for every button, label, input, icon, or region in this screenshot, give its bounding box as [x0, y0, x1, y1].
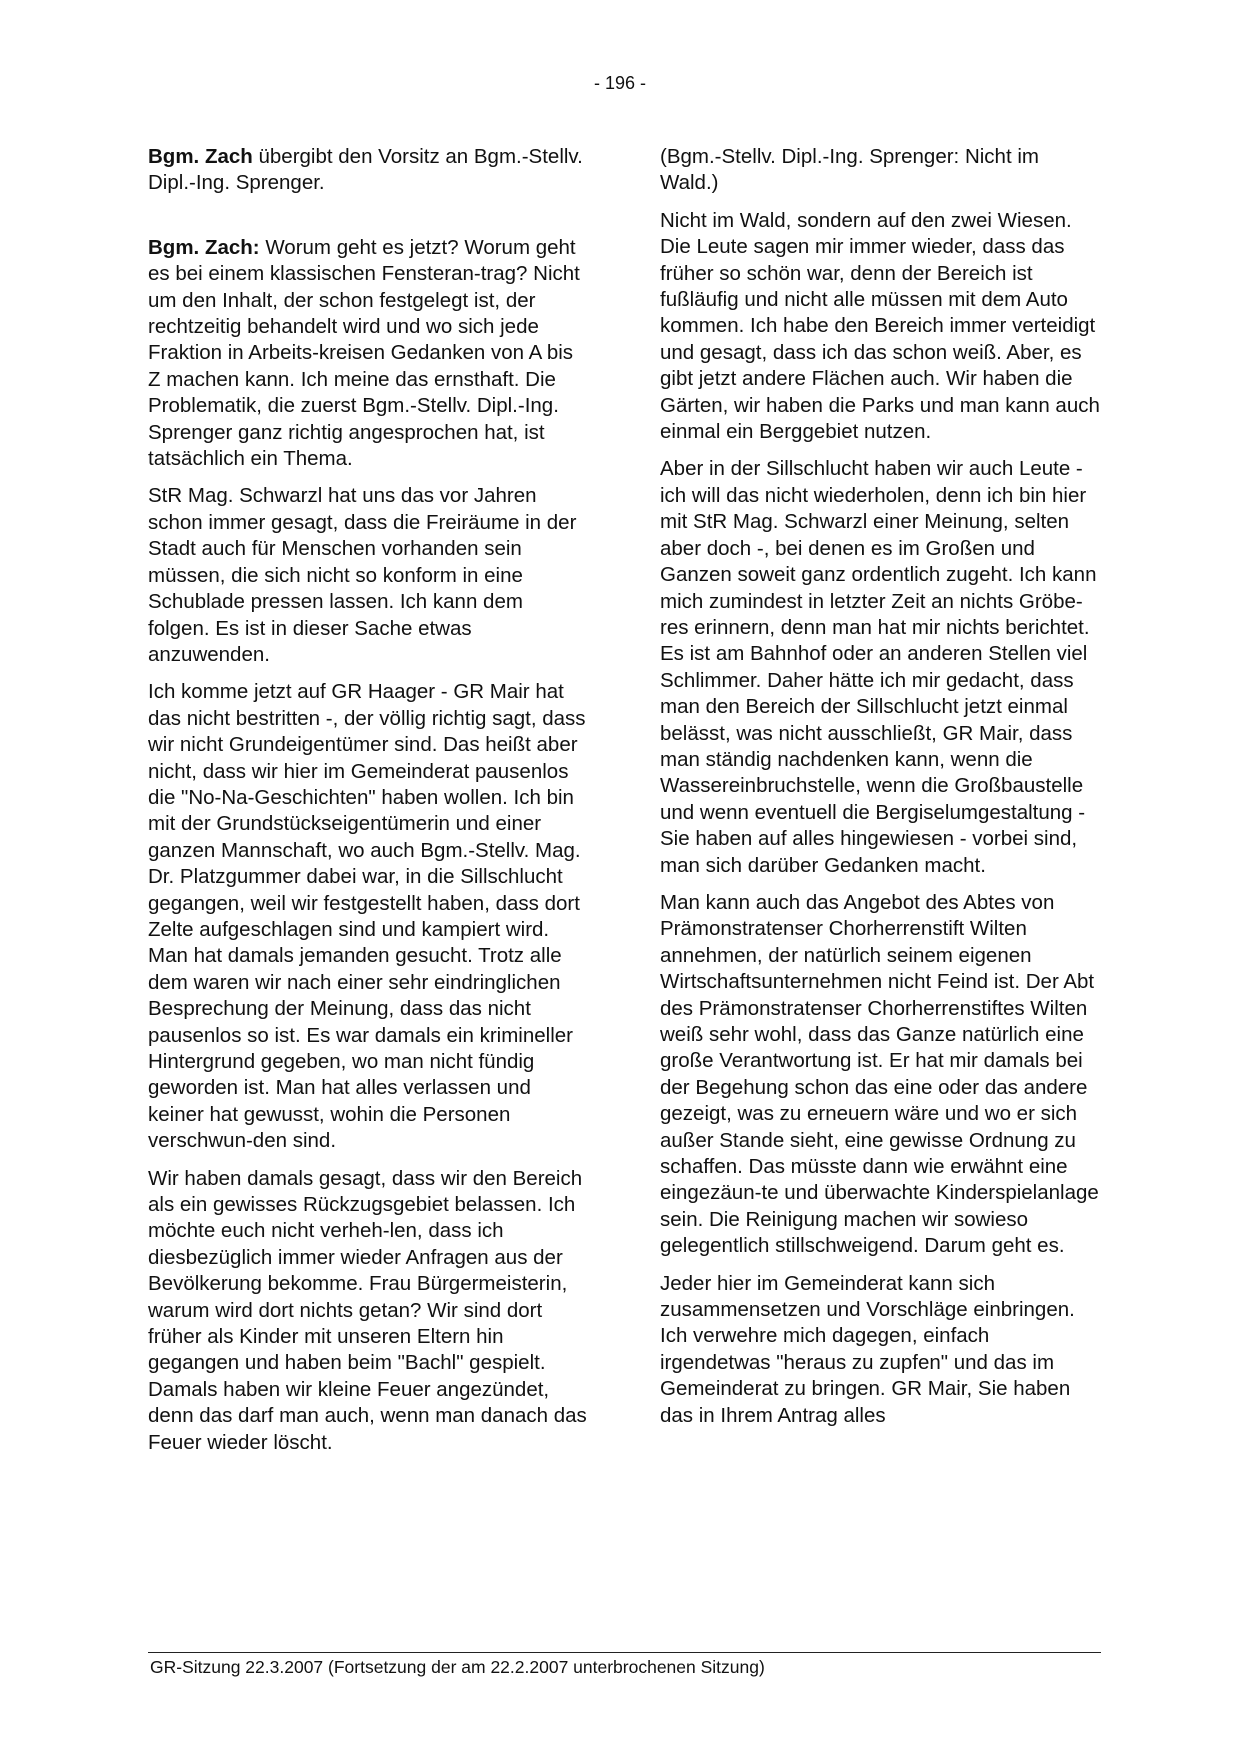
paragraph: Wir haben damals gesagt, dass wir den Bereich als ein gewisses Rückzugsgebiet belassen. Ich möchte euch nicht verheh-len, dass ich diesbezüglich immer wieder Anfragen aus der Bevölkerung bekomme. Frau Bürgermeisterin, warum wird dort nichts getan? Wir sind dort früher als Kinder mit unseren Eltern hin gegangen und haben beim "Bachl" gespielt. Damals haben wir kleine Feuer angezündet, denn das darf man auch, wenn man danach das Feuer wieder löscht.: [148, 1166, 587, 1454]
paragraph-text: Worum geht es jetzt? Worum geht es bei einem klassischen Fensteran-trag? Nicht um den Inhalt, der schon festgelegt ist, der rechtzeitig behandelt wird und wo sich jede Fraktion in Arbeits-kreisen Gedanken von A bis Z machen kann. Ich meine das ernsthaft. Die Problematik, die zuerst Bgm.-Stellv. Dipl.-Ing. Sprenger ganz richtig angesprochen hat, ist tatsächlich ein Thema.: [148, 235, 580, 471]
paragraph: [148, 235, 588, 473]
interjection: (Bgm.-Stellv. Dipl.-Ing. Sprenger: Nicht im Wald.): [660, 145, 1039, 195]
speaker-name: Bgm. Zach: [148, 145, 253, 168]
paragraph: Jeder hier im Gemeinderat kann sich zusammensetzen und Vorschläge einbringen. Ich verwehre mich dagegen, einfach irgendetwas "heraus zu zupfen" und das im Gemeinderat zu bringen. GR Mair, Sie haben das in Ihrem Antrag alles: [660, 1271, 1075, 1427]
left-column: [148, 144, 588, 1467]
paragraph: [148, 144, 588, 197]
speaker-name: Bgm. Zach:: [148, 235, 260, 259]
footer-divider: [148, 1652, 1101, 1653]
paragraph: Ich komme jetzt auf GR Haager - GR Mair hat das nicht bestritten -, der völlig richtig sagt, dass wir nicht Grundeigentümer sind. Das heißt aber nicht, dass wir hier im Gemeinderat pausenlos die "No-Na-Geschichten" haben wollen. Ich bin mit der Grundstückseigentümerin und einer ganzen Mannschaft, wo auch Bgm.-Stellv. Mag. Dr. Platzgummer dabei war, in die Sillschlucht gegangen, weil wir festgestellt haben, dass dort Zelte aufgeschlagen sind und kampiert wird. Man hat damals jemanden gesucht. Trotz alle dem waren wir nach einer sehr eindringlichen Besprechung der Meinung, dass das nicht pausenlos so ist. Es war damals ein krimineller Hintergrund gegeben, wo man nicht fündig geworden ist. Man hat alles verlassen und keiner hat gewusst, wohin die Personen verschwun-den sind.: [148, 680, 586, 1153]
paragraph: Nicht im Wald, sondern auf den zwei Wiesen. Die Leute sagen mir immer wieder, dass das früher so schön war, denn der Bereich ist fußläufig und nicht alle müssen mit dem Auto kommen. Ich habe den Bereich immer verteidigt und gesagt, dass ich das schon weiß. Aber, es gibt jetzt andere Flächen auch. Wir haben die Gärten, wir haben die Parks und man kann auch einmal ein Berggebiet nutzen.: [660, 208, 1100, 444]
paragraph: Man kann auch das Angebot des Abtes von Prämonstratenser Chorherrenstift Wilten annehmen, der natürlich seinem eigenen Wirtschaftsunternehmen nicht Feind ist. Der Abt des Prämonstratenser Chorherrenstiftes Wilten weiß sehr wohl, dass das Ganze natürlich eine große Verantwortung ist. Er hat mir damals bei der Begehung schon das eine oder das andere gezeigt, was zu erneuern wäre und wo er sich außer Stande sieht, eine gewisse Ordnung zu schaffen. Das müsste dann wie erwähnt eine eingezäun-te und überwachte Kinderspielanlage sein. Die Reinigung machen wir sowieso gelegentlich stillschweigend. Darum geht es.: [660, 890, 1099, 1258]
page-number: - 196 -: [593, 73, 647, 93]
paragraph: Aber in der Sillschlucht haben wir auch Leute - ich will das nicht wiederholen, denn ich bin hier mit StR Mag. Schwarzl einer Meinung, selten aber doch -, bei denen es im Großen und Ganzen soweit ganz ordentlich zugeht. Ich kann mich zumindest in letzter Zeit an nichts Gröbe-res erinnern, denn man hat mir nichts berichtet. Es ist am Bahnhof oder an anderen Stellen viel Schlimmer. Daher hätte ich mir gedacht, dass man den Bereich der Sillschlucht jetzt einmal belässt, was nicht ausschließt, GR Mair, dass man ständig nachdenken kann, wenn die Wassereinbruchstelle, wenn die Großbaustelle und wenn eventuell die Bergiselumgestaltung - Sie haben auf alles hingewiesen - vorbei sind, man sich darüber Gedanken macht.: [660, 457, 1097, 877]
paragraph-text: übergibt den Vorsitz an Bgm.-Stellv. Dipl.-Ing. Sprenger.: [148, 145, 583, 195]
paragraph: StR Mag. Schwarzl hat uns das vor Jahren schon immer gesagt, dass die Freiräume in der Stadt auch für Menschen vorhanden sein müssen, die sich nicht so konform in eine Schublade pressen lassen. Ich kann dem folgen. Es ist in dieser Sache etwas anzuwenden.: [148, 484, 577, 666]
right-column: [660, 144, 1100, 1440]
footer-text: GR-Sitzung 22.3.2007 (Fortsetzung der am 22.2.2007 unterbrochenen Sitzung): [150, 1657, 765, 1677]
